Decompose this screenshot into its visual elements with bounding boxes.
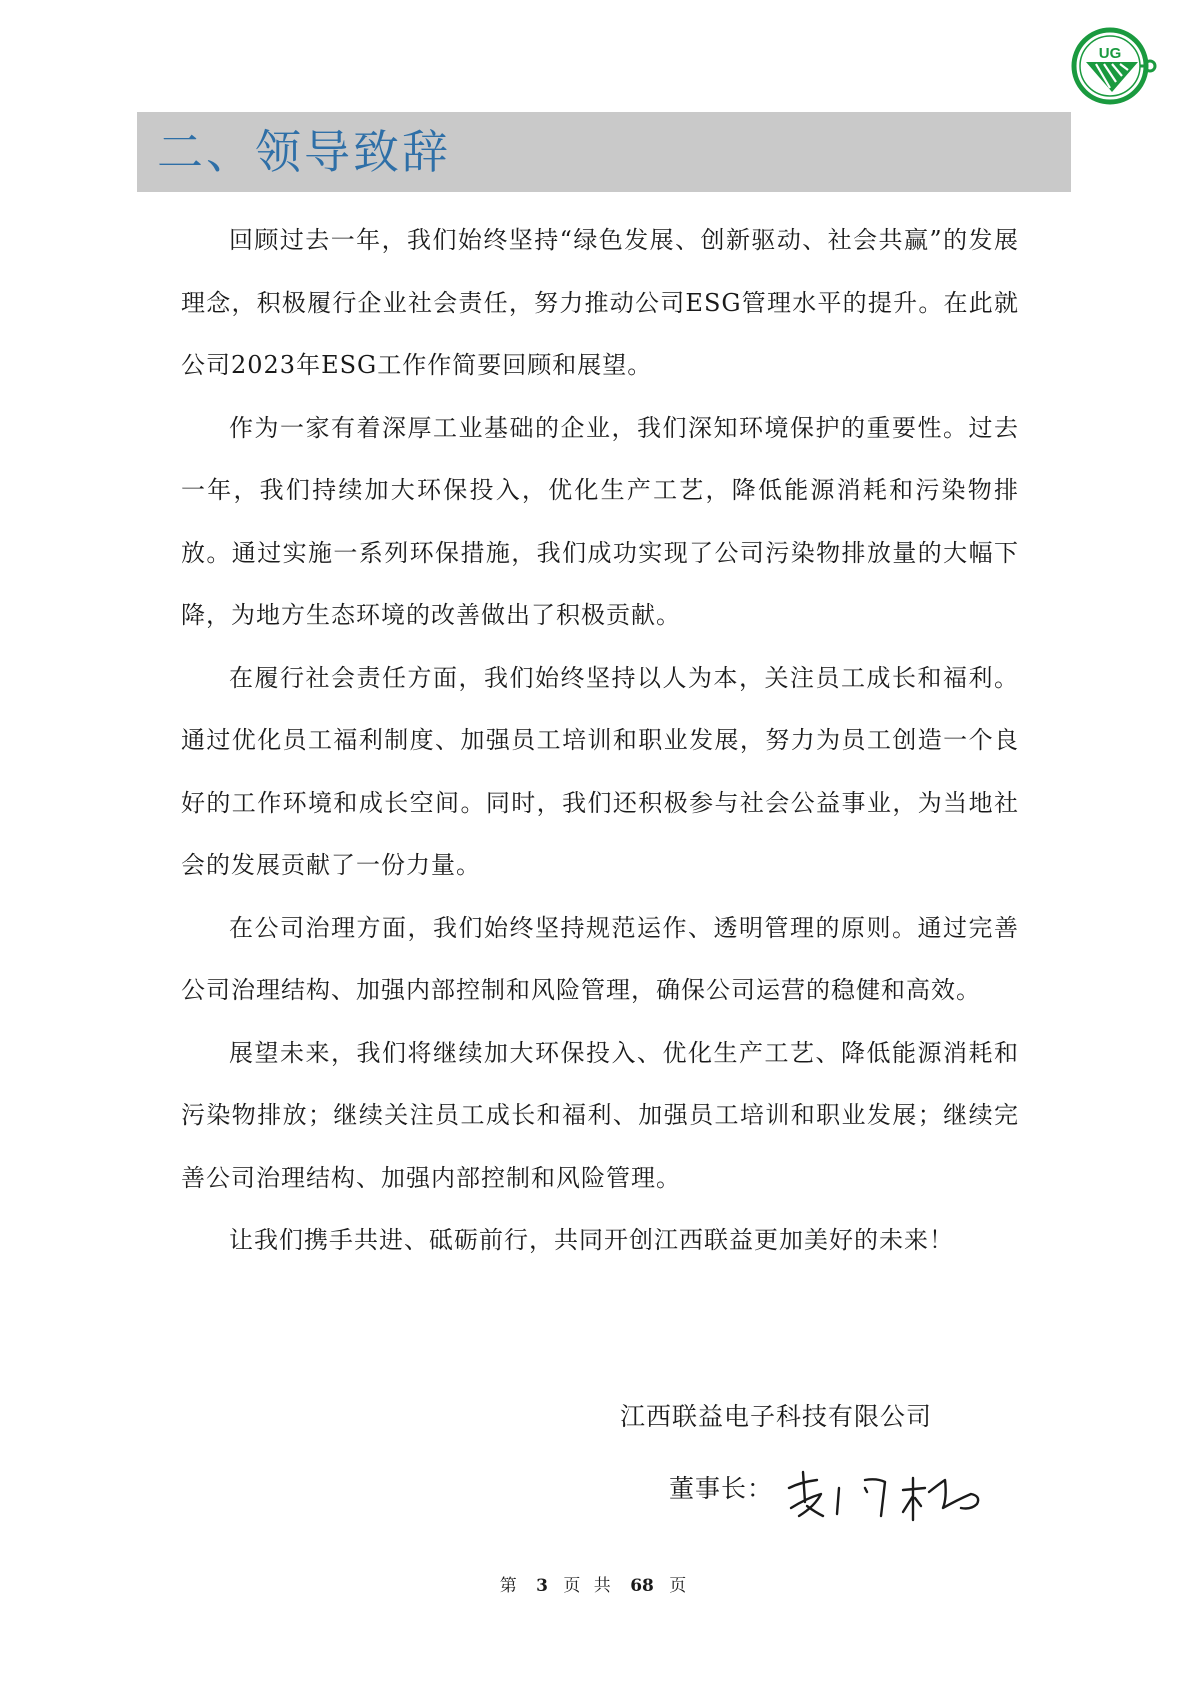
chairman-row	[669, 1458, 1049, 1528]
total-page-number: 68	[630, 1576, 654, 1596]
section-header-band	[137, 112, 1071, 192]
footer-suffix: 页	[669, 1576, 691, 1596]
section-title: 二、领导致辞	[157, 125, 451, 179]
logo-text: UG	[1098, 45, 1122, 62]
chairman-label: 董事长：	[669, 1474, 774, 1503]
paragraph-social: 在履行社会责任方面，我们始终坚持以人为本，关注员工成长和福利。通过优化员工福利制度、加强员工培训和职业发展，努力为员工创造一个良好的工作环境和成长空间。同时，我们还积极参与社会公益事业，为当地社会的发展贡献了一份力量。	[181, 663, 1019, 879]
company-logo-icon	[1066, 18, 1162, 114]
page-footer	[0, 1574, 1190, 1598]
current-page-number: 3	[536, 1576, 548, 1596]
letter-body	[181, 209, 1019, 1272]
footer-prefix: 第	[499, 1576, 521, 1596]
paragraph-closing: 让我们携手共进、砥砺前行，共同开创江西联益更加美好的未来！	[229, 1226, 954, 1254]
paragraph-outlook: 展望未来，我们将继续加大环保投入、优化生产工艺、降低能源消耗和污染物排放；继续关注员工成长和福利、加强员工培训和职业发展；继续完善公司治理结构、加强内部控制和风险管理。	[181, 1038, 1019, 1192]
paragraph-review: 回顾过去一年，我们始终坚持“绿色发展、创新驱动、社会共赢”的发展理念，积极履行企业社会责任，努力推动公司ESG管理水平的提升。在此就公司2023年ESG工作作简要回顾和展望。	[181, 226, 1019, 379]
paragraph-governance: 在公司治理方面，我们始终坚持规范运作、透明管理的原则。通过完善公司治理结构、加强内部控制和风险管理，确保公司运营的稳健和高效。	[181, 913, 1019, 1004]
handwritten-signature-icon	[781, 1458, 1031, 1528]
footer-middle: 页 共	[563, 1576, 615, 1596]
company-name: 江西联益电子科技有限公司	[620, 1402, 933, 1431]
paragraph-environment: 作为一家有着深厚工业基础的企业，我们深知环境保护的重要性。过去一年，我们持续加大环保投入，优化生产工艺，降低能源消耗和污染物排放。通过实施一系列环保措施，我们成功实现了公司污染物排放量的大幅下降，为地方生态环境的改善做出了积极贡献。	[181, 413, 1019, 629]
